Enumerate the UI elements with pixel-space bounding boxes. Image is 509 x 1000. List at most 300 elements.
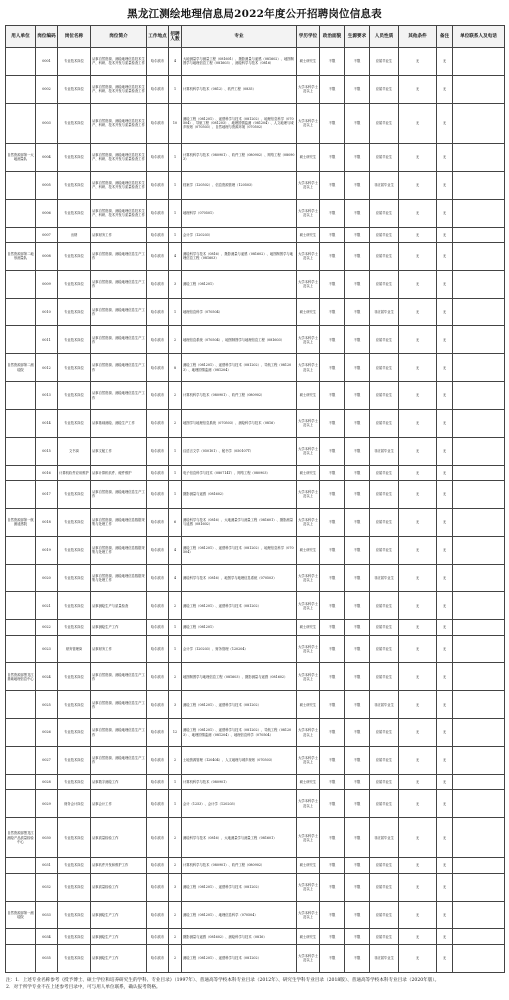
remark-cell: 无	[437, 103, 453, 143]
other-cell: 无	[399, 508, 437, 536]
politics-cell: 不限	[320, 298, 345, 326]
table-row	[6, 326, 505, 354]
unit-cell	[6, 270, 36, 298]
hire-count-cell: 4	[169, 536, 182, 564]
degree-cell: 大学本科学士及以上	[297, 437, 320, 465]
unit-cell	[6, 691, 36, 719]
table-row	[6, 901, 505, 929]
contact-cell	[453, 719, 505, 747]
work-place-cell: 哈尔滨市	[147, 536, 169, 564]
post-name-cell: 文书岗	[58, 437, 91, 465]
post-intro-cell: 从事自然资源、测绘地理信息生产工作	[91, 270, 147, 298]
contact-cell	[453, 592, 505, 620]
degree-cell: 硕士研究生	[297, 227, 320, 242]
unit-cell	[6, 103, 36, 143]
contact-cell	[453, 508, 505, 536]
table-row	[6, 536, 505, 564]
post-name-cell: 出纳	[58, 227, 91, 242]
post-code-cell: 0030	[36, 818, 58, 858]
degree-cell: 硕士研究生	[297, 620, 320, 635]
table-row	[6, 944, 505, 972]
nature-cell: 应届毕业生	[370, 873, 399, 901]
table-row	[6, 719, 505, 747]
contact-cell	[453, 536, 505, 564]
post-name-cell: 专业技术岗位	[58, 944, 91, 972]
remark-cell: 无	[437, 564, 453, 592]
post-name-cell: 专业技术岗位	[58, 691, 91, 719]
major-cell: 档案学（120502）、信息资源管理（120503）	[182, 171, 297, 199]
source-cell: 不限	[345, 873, 370, 901]
contact-cell	[453, 171, 505, 199]
contact-cell	[453, 227, 505, 242]
post-code-cell: 0021	[36, 592, 58, 620]
other-cell: 无	[399, 818, 437, 858]
post-code-cell: 0017	[36, 481, 58, 509]
hire-count-cell: 1	[169, 143, 182, 171]
work-place-cell: 哈尔滨市	[147, 48, 169, 76]
nature-cell: 应届毕业生	[370, 620, 399, 635]
unit-cell: 自然资源部第一航测遥感院	[6, 508, 36, 536]
major-cell: 测绘工程（081201）、遥感科学与技术（081202）、地理信息科学（070504）、导航工程（081203）、地理国情监测（081204）、人文地理与城乡规划（070503）、自然地理与资源环境（070502）	[182, 103, 297, 143]
work-place-cell: 哈尔滨市	[147, 564, 169, 592]
work-place-cell: 哈尔滨市	[147, 663, 169, 691]
nature-cell: 应届毕业生	[370, 382, 399, 410]
source-cell: 不限	[345, 481, 370, 509]
work-place-cell: 哈尔滨市	[147, 719, 169, 747]
major-cell: 测绘工程（081201）	[182, 270, 297, 298]
nature-cell: 应届毕业生	[370, 508, 399, 536]
column-header: 岗位简介	[91, 26, 147, 48]
table-row	[6, 143, 505, 171]
nature-cell: 应届毕业生	[370, 481, 399, 509]
post-code-cell: 0014	[36, 409, 58, 437]
table-row	[6, 873, 505, 901]
post-code-cell: 0020	[36, 564, 58, 592]
work-place-cell: 哈尔滨市	[147, 75, 169, 103]
nature-cell: 非应届毕业生	[370, 171, 399, 199]
table-row	[6, 663, 505, 691]
work-place-cell: 哈尔滨市	[147, 790, 169, 818]
remark-cell: 无	[437, 691, 453, 719]
footnote-line: 注：1．上述专业名称参考《授予博士、硕士学位和培养研究生的学科、专业目录》（1997年）、普通高等学校本科专业目录（2012年）、研究生学科专业目录（2018版）、普通高等学校本科专业目录（2020年版）。	[6, 978, 440, 983]
source-cell: 不限	[345, 326, 370, 354]
table-header-row	[6, 26, 505, 48]
major-cell: 测绘工程（081201）、遥感科学与技术（081202）	[182, 592, 297, 620]
post-code-cell: 0013	[36, 382, 58, 410]
contact-cell	[453, 354, 505, 382]
nature-cell: 应届毕业生	[370, 929, 399, 944]
major-cell: 测绘工程（081201）、遥感科学与技术（081202）	[182, 944, 297, 972]
nature-cell: 非应届毕业生	[370, 298, 399, 326]
degree-cell: 大学本科学士及以上	[297, 326, 320, 354]
post-code-cell: 0027	[36, 747, 58, 775]
contact-cell	[453, 620, 505, 635]
politics-cell: 不限	[320, 48, 345, 76]
hire-count-cell: 3	[169, 873, 182, 901]
post-intro-cell: 从事自然资源、测绘地理信息技术生产、科研、技术开发与质量检查工作	[91, 199, 147, 227]
unit-cell	[6, 409, 36, 437]
degree-cell: 大学本科学士及以上	[297, 790, 320, 818]
work-place-cell: 哈尔滨市	[147, 242, 169, 270]
contact-cell	[453, 774, 505, 789]
remark-cell: 无	[437, 719, 453, 747]
politics-cell: 不限	[320, 481, 345, 509]
remark-cell: 无	[437, 465, 453, 480]
hire-count-cell: 2	[169, 409, 182, 437]
table-row	[6, 481, 505, 509]
work-place-cell: 哈尔滨市	[147, 143, 169, 171]
table-row	[6, 790, 505, 818]
degree-cell: 大学本科学士及以上	[297, 199, 320, 227]
hire-count-cell: 2	[169, 818, 182, 858]
post-code-cell: 0034	[36, 929, 58, 944]
other-cell: 无	[399, 620, 437, 635]
unit-cell	[6, 790, 36, 818]
unit-cell	[6, 929, 36, 944]
hire-count-cell: 4	[169, 48, 182, 76]
footnote-line: 2．对于所学专业不在上述参考目录中，可与用人单位联系，确认报考资格。	[6, 984, 161, 990]
nature-cell: 应届毕业生	[370, 790, 399, 818]
source-cell: 不限	[345, 858, 370, 873]
degree-cell: 硕士研究生	[297, 929, 320, 944]
post-intro-cell: 从事计算机软件、硬件维护	[91, 465, 147, 480]
politics-cell: 不限	[320, 536, 345, 564]
unit-cell	[6, 437, 36, 465]
column-header: 岗位名称	[58, 26, 91, 48]
post-intro-cell: 从事数字测绘工作	[91, 774, 147, 789]
contact-cell	[453, 75, 505, 103]
major-cell: 计算机科学与技术（080901）	[182, 774, 297, 789]
hire-count-cell: 1	[169, 635, 182, 663]
remark-cell: 无	[437, 481, 453, 509]
work-place-cell: 哈尔滨市	[147, 818, 169, 858]
work-place-cell: 哈尔滨市	[147, 437, 169, 465]
source-cell: 不限	[345, 620, 370, 635]
other-cell: 无	[399, 564, 437, 592]
table-row	[6, 858, 505, 873]
politics-cell: 不限	[320, 747, 345, 775]
nature-cell: 应届毕业生	[370, 227, 399, 242]
work-place-cell: 哈尔滨市	[147, 227, 169, 242]
other-cell: 无	[399, 75, 437, 103]
politics-cell: 不限	[320, 818, 345, 858]
post-code-cell: 0010	[36, 298, 58, 326]
post-name-cell: 专业技术岗位	[58, 409, 91, 437]
nature-cell: 应届毕业生	[370, 326, 399, 354]
table-row	[6, 242, 505, 270]
unit-cell	[6, 75, 36, 103]
unit-cell: 自然资源部第一测绘院	[6, 901, 36, 929]
post-intro-cell: 从事自然资源、测绘地理信息生产工作	[91, 747, 147, 775]
contact-cell	[453, 143, 505, 171]
post-name-cell: 专业技术岗位	[58, 326, 91, 354]
contact-cell	[453, 326, 505, 354]
source-cell: 不限	[345, 663, 370, 691]
contact-cell	[453, 691, 505, 719]
unit-cell	[6, 858, 36, 873]
post-code-cell: 0019	[36, 536, 58, 564]
degree-cell: 大学本科学士及以上	[297, 75, 320, 103]
degree-cell: 硕士研究生	[297, 143, 320, 171]
hire-count-cell: 1	[169, 227, 182, 242]
source-cell: 不限	[345, 354, 370, 382]
other-cell: 无	[399, 354, 437, 382]
remark-cell: 无	[437, 536, 453, 564]
degree-cell: 大学本科学士及以上	[297, 481, 320, 509]
work-place-cell: 哈尔滨市	[147, 382, 169, 410]
hire-count-cell: 2	[169, 382, 182, 410]
nature-cell: 应届毕业生	[370, 901, 399, 929]
contact-cell	[453, 481, 505, 509]
table-row	[6, 409, 505, 437]
contact-cell	[453, 270, 505, 298]
unit-cell: 自然资源部第二地形测量队	[6, 242, 36, 270]
post-name-cell: 专业技术岗位	[58, 75, 91, 103]
post-code-cell: 0016	[36, 465, 58, 480]
remark-cell: 无	[437, 409, 453, 437]
major-cell: 地图学与地理信息系统（070503）、测绘科学与技术（0816）	[182, 409, 297, 437]
remark-cell: 无	[437, 929, 453, 944]
major-cell: 计算机科学与技术（080901）、软件工程（080902）	[182, 858, 297, 873]
politics-cell: 不限	[320, 620, 345, 635]
unit-cell	[6, 620, 36, 635]
major-cell: 计算机科学与技术（080901）、软件工程（080902）、网络工程（080903）	[182, 143, 297, 171]
politics-cell: 不限	[320, 564, 345, 592]
post-code-cell: 0004	[36, 143, 58, 171]
degree-cell: 大学本科学士及以上	[297, 592, 320, 620]
table-row	[6, 171, 505, 199]
other-cell: 无	[399, 790, 437, 818]
degree-cell: 大学本科学士及以上	[297, 719, 320, 747]
work-place-cell: 哈尔滨市	[147, 199, 169, 227]
work-place-cell: 哈尔滨市	[147, 635, 169, 663]
unit-cell	[6, 298, 36, 326]
table-row	[6, 564, 505, 592]
work-place-cell: 哈尔滨市	[147, 901, 169, 929]
remark-cell: 无	[437, 747, 453, 775]
politics-cell: 不限	[320, 409, 345, 437]
column-header: 备注	[437, 26, 453, 48]
degree-cell: 硕士研究生	[297, 382, 320, 410]
degree-cell: 硕士研究生	[297, 465, 320, 480]
remark-cell: 无	[437, 382, 453, 410]
unit-cell	[6, 171, 36, 199]
major-cell: 地理科学（070501）	[182, 199, 297, 227]
other-cell: 无	[399, 592, 437, 620]
major-cell: 计算机科学与技术（0812）、软件工程（0835）	[182, 75, 297, 103]
table-row	[6, 382, 505, 410]
post-name-cell: 专业技术岗位	[58, 48, 91, 76]
post-intro-cell: 从事自然资源、测绘地理信息技术生产、科研、技术开发与质量检查工作	[91, 75, 147, 103]
table-row	[6, 508, 505, 536]
column-header: 单位联系人及电话	[453, 26, 505, 48]
post-name-cell: 专业技术岗位	[58, 171, 91, 199]
other-cell: 无	[399, 48, 437, 76]
nature-cell: 应届毕业生	[370, 409, 399, 437]
contact-cell	[453, 790, 505, 818]
post-code-cell: 0005	[36, 171, 58, 199]
contact-cell	[453, 465, 505, 480]
table-row	[6, 691, 505, 719]
post-code-cell: 0023	[36, 635, 58, 663]
unit-cell	[6, 382, 36, 410]
contact-cell	[453, 48, 505, 76]
work-place-cell: 哈尔滨市	[147, 171, 169, 199]
column-header: 生源要求	[345, 26, 370, 48]
post-intro-cell: 从事自然资源、测绘地理信息生产工作	[91, 242, 147, 270]
nature-cell: 非应届毕业生	[370, 944, 399, 972]
post-name-cell: 专业技术岗位	[58, 592, 91, 620]
source-cell: 不限	[345, 298, 370, 326]
other-cell: 无	[399, 536, 437, 564]
other-cell: 无	[399, 227, 437, 242]
table-row	[6, 437, 505, 465]
post-intro-cell: 从事测绘生产工作	[91, 929, 147, 944]
source-cell: 不限	[345, 227, 370, 242]
nature-cell: 应届毕业生	[370, 103, 399, 143]
post-intro-cell: 从事自然资源、测绘地理信息生产工作	[91, 719, 147, 747]
post-intro-cell: 从事测绘生产与质量检查	[91, 592, 147, 620]
post-code-cell: 0009	[36, 270, 58, 298]
post-intro-cell: 从事自然资源、测绘地理信息技术生产、科研、技术开发与质量检查工作	[91, 171, 147, 199]
other-cell: 无	[399, 242, 437, 270]
degree-cell: 硕士研究生	[297, 298, 320, 326]
post-intro-cell: 从事测绘生产工作	[91, 944, 147, 972]
politics-cell: 不限	[320, 354, 345, 382]
contact-cell	[453, 437, 505, 465]
major-cell: 摄影测量与遥感（081602）、测绘科学与技术（0816）	[182, 929, 297, 944]
post-name-cell: 专业技术岗位	[58, 508, 91, 536]
major-cell: 测绘工程（081201）、遥感科学与技术（081202）、导航工程（081203）、地理国情监测（081204）	[182, 354, 297, 382]
source-cell: 不限	[345, 944, 370, 972]
post-name-cell: 专业技术岗位	[58, 382, 91, 410]
table-row	[6, 774, 505, 789]
post-name-cell: 计算机软件应用维护	[58, 465, 91, 480]
other-cell: 无	[399, 774, 437, 789]
work-place-cell: 哈尔滨市	[147, 944, 169, 972]
politics-cell: 不限	[320, 719, 345, 747]
post-intro-cell: 从事自然资源、测绘地理信息技术生产、科研、技术开发与质量检查工作	[91, 143, 147, 171]
unit-cell	[6, 227, 36, 242]
source-cell: 不限	[345, 143, 370, 171]
table-row	[6, 465, 505, 480]
major-cell: 测绘科学与技术（0816）、地图学与地理信息系统（070503）	[182, 564, 297, 592]
post-intro-cell: 从事财务工作	[91, 635, 147, 663]
hire-count-cell: 2	[169, 592, 182, 620]
hire-count-cell: 2	[169, 944, 182, 972]
major-cell: 会计学（120203）、财务管理（120204）	[182, 635, 297, 663]
major-cell: 大地测量学与测量工程（081601）、摄影测量与遥感（081602）、地图制图学与地理信息工程（081603）、测绘科学与技术（0816）	[182, 48, 297, 76]
politics-cell: 不限	[320, 242, 345, 270]
post-intro-cell: 从事测绘生产工作	[91, 901, 147, 929]
nature-cell: 非应届毕业生	[370, 691, 399, 719]
hire-count-cell: 1	[169, 481, 182, 509]
nature-cell: 应届毕业生	[370, 199, 399, 227]
work-place-cell: 哈尔滨市	[147, 858, 169, 873]
post-code-cell: 0008	[36, 242, 58, 270]
hire-count-cell: 1	[169, 620, 182, 635]
unit-cell	[6, 635, 36, 663]
source-cell: 不限	[345, 103, 370, 143]
degree-cell: 大学本科学士及以上	[297, 944, 320, 972]
other-cell: 无	[399, 143, 437, 171]
column-header: 人员性质	[370, 26, 399, 48]
major-cell: 测绘工程（081201）、遥感科学与技术（081202）、导航工程（081203）、地理国情监测（081204）、地理信息科学（070504）	[182, 719, 297, 747]
work-place-cell: 哈尔滨市	[147, 409, 169, 437]
post-intro-cell: 从事基础测绘、测绘生产工作	[91, 409, 147, 437]
post-intro-cell: 从事会计工作	[91, 790, 147, 818]
post-name-cell: 财务会计岗位	[58, 790, 91, 818]
remark-cell: 无	[437, 944, 453, 972]
source-cell: 不限	[345, 199, 370, 227]
column-header: 学历学位	[297, 26, 320, 48]
degree-cell: 大学本科学士及以上	[297, 171, 320, 199]
major-cell: 测绘科学与技术（0816）、大地测量学与测量工程（081601）	[182, 818, 297, 858]
other-cell: 无	[399, 663, 437, 691]
remark-cell: 无	[437, 873, 453, 901]
politics-cell: 不限	[320, 858, 345, 873]
hire-count-cell: 4	[169, 564, 182, 592]
hire-count-cell: 8	[169, 354, 182, 382]
column-header: 其他条件	[399, 26, 437, 48]
table-row	[6, 620, 505, 635]
remark-cell: 无	[437, 227, 453, 242]
unit-cell: 自然资源部第一大地测量队	[6, 143, 36, 171]
table-row	[6, 270, 505, 298]
degree-cell: 大学本科学士及以上	[297, 901, 320, 929]
post-intro-cell: 从事软件开发和维护工作	[91, 858, 147, 873]
remark-cell: 无	[437, 75, 453, 103]
unit-cell	[6, 564, 36, 592]
post-name-cell: 专业技术岗位	[58, 564, 91, 592]
major-cell: 测绘科学与技术（0816）、摄影测量与遥感（081602）、地图制图学与地理信息工程（081603）	[182, 242, 297, 270]
contact-cell	[453, 747, 505, 775]
politics-cell: 不限	[320, 691, 345, 719]
work-place-cell: 哈尔滨市	[147, 691, 169, 719]
other-cell: 无	[399, 199, 437, 227]
unit-cell	[6, 774, 36, 789]
post-intro-cell: 从事质量检验工作	[91, 873, 147, 901]
politics-cell: 不限	[320, 437, 345, 465]
other-cell: 无	[399, 691, 437, 719]
contact-cell	[453, 564, 505, 592]
remark-cell: 无	[437, 143, 453, 171]
recruitment-table	[5, 25, 505, 973]
nature-cell: 应届毕业生	[370, 270, 399, 298]
nature-cell: 应届毕业生	[370, 747, 399, 775]
other-cell: 无	[399, 270, 437, 298]
hire-count-cell: 1	[169, 199, 182, 227]
major-cell: 测绘工程（081201）、遥感科学与技术（081202）、地理信息科学（070504）	[182, 536, 297, 564]
hire-count-cell: 2	[169, 326, 182, 354]
unit-cell	[6, 873, 36, 901]
other-cell: 无	[399, 171, 437, 199]
source-cell: 不限	[345, 242, 370, 270]
nature-cell: 应届毕业生	[370, 774, 399, 789]
table-row	[6, 592, 505, 620]
politics-cell: 不限	[320, 326, 345, 354]
politics-cell: 不限	[320, 270, 345, 298]
post-intro-cell: 从事财务工作	[91, 227, 147, 242]
politics-cell: 不限	[320, 944, 345, 972]
source-cell: 不限	[345, 270, 370, 298]
remark-cell: 无	[437, 171, 453, 199]
degree-cell: 硕士研究生	[297, 774, 320, 789]
source-cell: 不限	[345, 929, 370, 944]
work-place-cell: 哈尔滨市	[147, 747, 169, 775]
major-cell: 地理信息系统（070504）、地图制图学与地理信息工程（081603）	[182, 326, 297, 354]
remark-cell: 无	[437, 620, 453, 635]
